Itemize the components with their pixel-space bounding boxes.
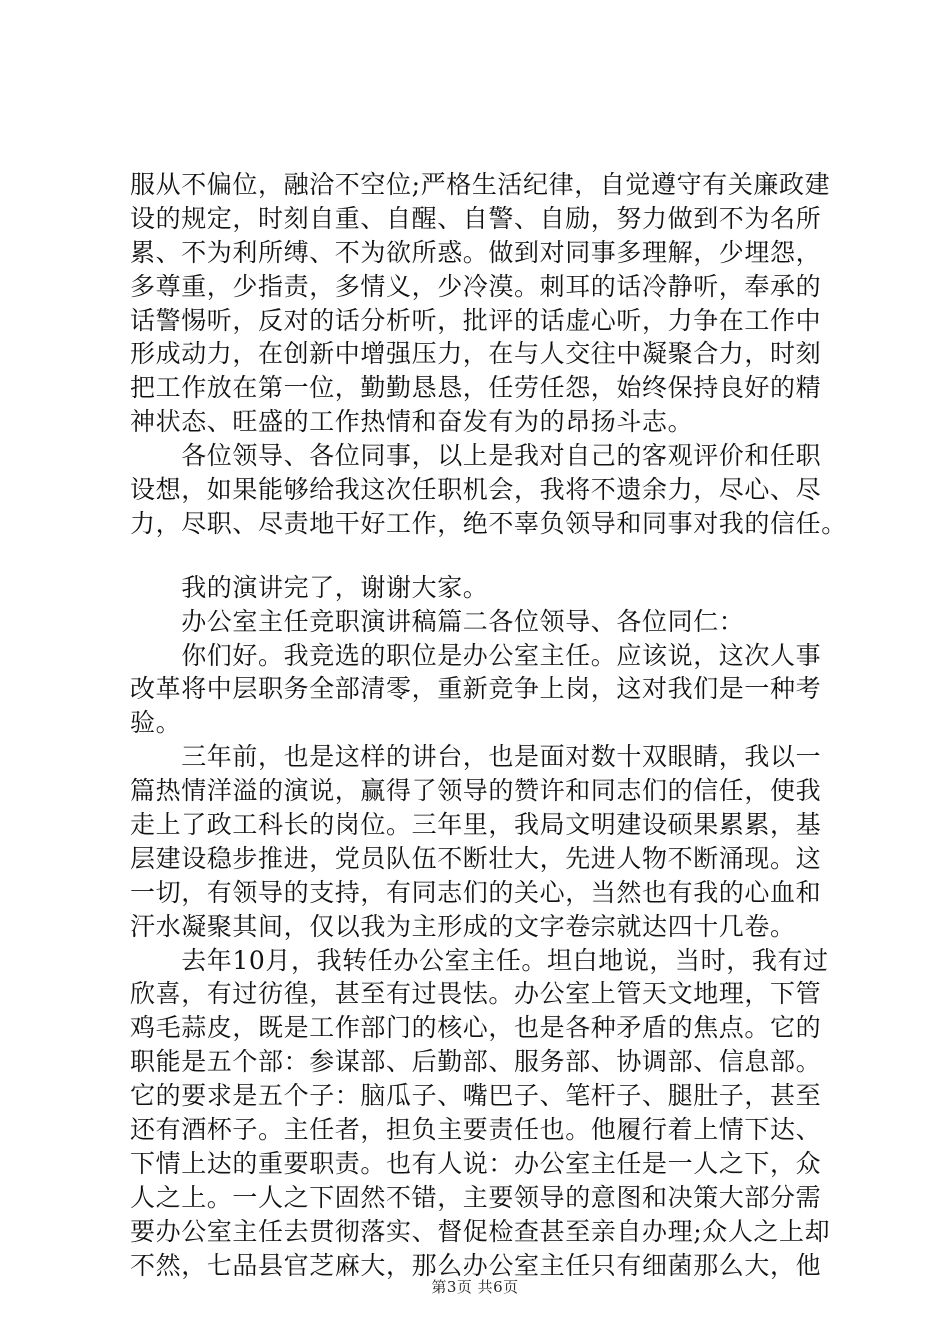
text-line: 层建设稳步推进，党员队伍不断壮大，先进人物不断涌现。这 [130,843,822,873]
text-line: 人之上。一人之下固然不错，主要领导的意图和决策大部分需 [130,1182,822,1212]
text-line: 它的要求是五个子：脑瓜子、嘴巴子、笔杆子、腿肚子，甚至 [130,1081,822,1111]
text-line: 职能是五个部：参谋部、后勤部、服务部、协调部、信息部。 [130,1047,822,1077]
text-line: 设的规定，时刻自重、自醒、自警、自励，努力做到不为名所 [130,203,822,233]
document-body [130,168,847,1283]
text-line: 欣喜，有过彷徨，甚至有过畏怯。办公室上管天文地理，下管 [130,979,822,1009]
text-line: 服从不偏位，融洽不空位;严格生活纪律，自觉遵守有关廉政建 [130,170,831,199]
text-line: 汗水凝聚其间，仅以我为主形成的文字卷宗就达四十几卷。 [130,911,796,941]
text-line: 办公室主任竞职演讲稿篇二各位领导、各位同仁： [130,606,745,636]
text-line: 验。 [130,708,182,738]
text-line: 多尊重，少指责，多情义，少冷漠。刺耳的话冷静听，奉承的 [130,271,822,301]
text-line: 改革将中层职务全部清零，重新竞争上岗，这对我们是一种考 [130,674,822,704]
text-line: 还有酒杯子。主任者，担负主要责任也。他履行着上情下达、 [130,1115,822,1145]
text-line: 篇热情洋溢的演说，赢得了领导的赞许和同志们的信任，使我 [130,776,822,806]
text-line: 把工作放在第一位，勤勤恳恳，任劳任怨，始终保持良好的精 [130,373,822,403]
page-number-footer: 第3页 共6页 [431,1278,519,1296]
text-line: 形成动力，在创新中增强压力，在与人交往中凝聚合力，时刻 [130,339,822,369]
text-line: 三年前，也是这样的讲台，也是面对数十双眼睛，我以一 [130,742,822,772]
text-line: 话警惕听，反对的话分析听，批评的话虚心听，力争在工作中 [130,305,822,335]
text-line: 神状态、旺盛的工作热情和奋发有为的昂扬斗志。 [130,407,694,437]
text-line: 一切，有领导的支持，有同志们的关心，当然也有我的心血和 [130,877,822,907]
text-line: 要办公室主任去贯彻落实、督促检查甚至亲自办理;众人之上却 [130,1216,831,1246]
text-line: 力，尽职、尽责地干好工作，绝不辜负领导和同事对我的信任。 [130,508,847,538]
text-line: 走上了政工科长的岗位。三年里，我局文明建设硕果累累，基 [130,810,822,840]
text-line: 累、不为利所缚、不为欲所惑。做到对同事多理解，少埋怨， [130,237,822,267]
text-line: 下情上达的重要职责。也有人说：办公室主任是一人之下，众 [130,1148,822,1178]
text-line: 你们好。我竞选的职位是办公室主任。应该说，这次人事 [130,640,822,670]
text-line: 各位领导、各位同事，以上是我对自己的客观评价和任职 [130,441,822,471]
paragraph-gap [130,541,830,571]
text-line: 去年10月，我转任办公室主任。坦白地说，当时，我有过 [130,945,829,975]
text-line: 我的演讲完了，谢谢大家。 [130,572,489,602]
text-line: 设想，如果能够给我这次任职机会，我将不遗余力，尽心、尽 [130,475,822,505]
text-line: 不然，七品县官芝麻大，那么办公室主任只有细菌那么大，他 [130,1250,822,1280]
text-line: 鸡毛蒜皮，既是工作部门的核心，也是各种矛盾的焦点。它的 [130,1013,822,1043]
